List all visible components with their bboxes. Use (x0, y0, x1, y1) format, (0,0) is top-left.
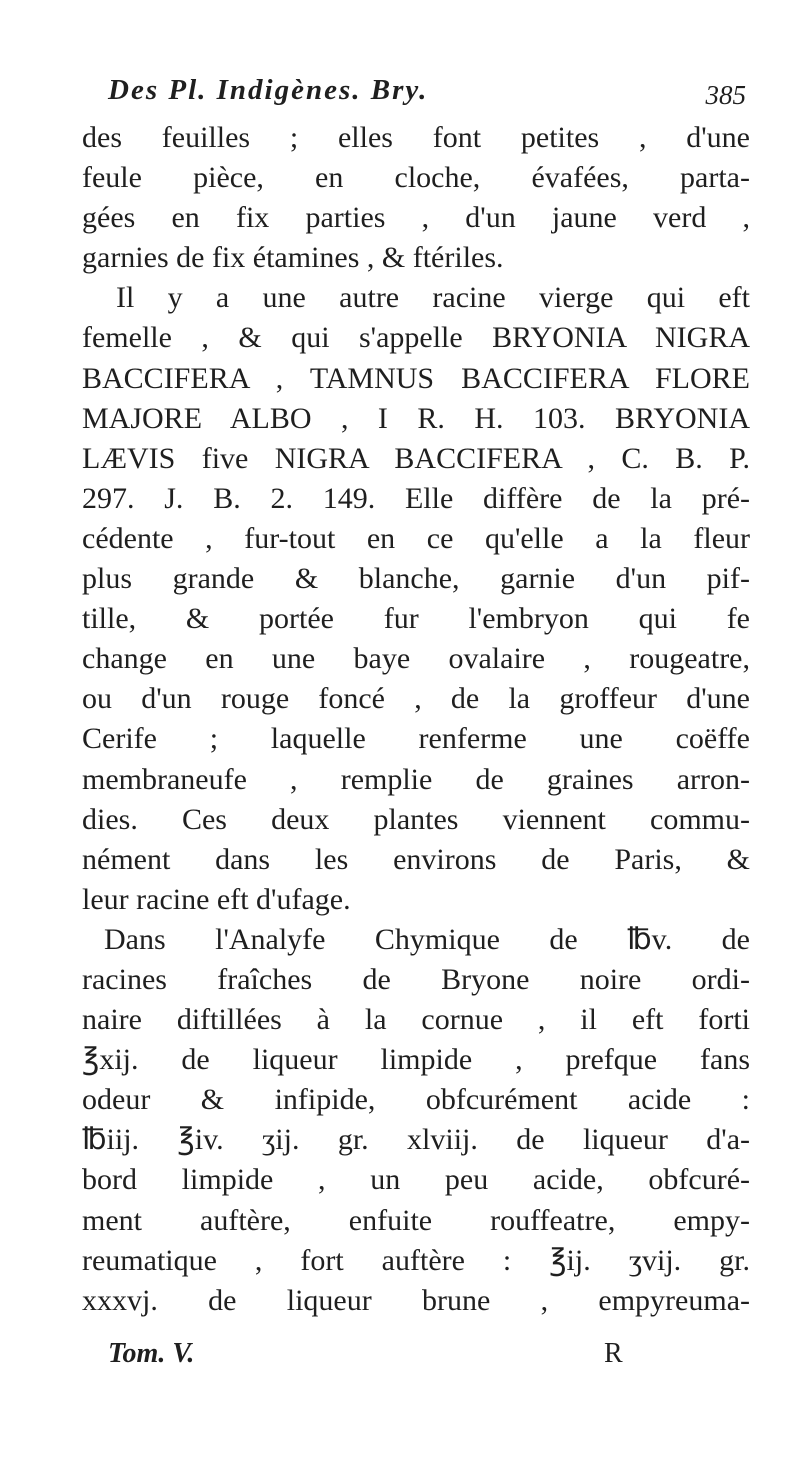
text-line: ℥xij. de liqueur limpide , prefque fans (82, 1043, 750, 1077)
text-line: BACCIFERA , TAMNUS BACCIFERA FLORE (82, 361, 750, 395)
text-line: change en une baye ovalaire , rougeatre, (82, 642, 750, 676)
text-line: reumatique , fort auftère : ℥ij. ʒvij. gr. (82, 1243, 750, 1277)
text-line: cédente , fur-tout en ce qu'elle a la fleur (82, 521, 750, 555)
text-line: Dans l'Analyfe Chymique de ℔v. de (104, 922, 750, 956)
text-line: feule pièce, en cloche, évafées, parta- (82, 161, 750, 195)
volume-label: Tom. V. (108, 1338, 195, 1369)
text-line: ou d'un rouge foncé , de la groffeur d'une (82, 682, 750, 716)
text-line: racines fraîches de Bryone noire ordi- (82, 962, 750, 996)
page-header (108, 74, 746, 114)
text-line: femelle , & qui s'appelle BRYONIA NIGRA (82, 321, 750, 355)
text-line: MAJORE ALBO , I R. H. 103. BRYONIA (82, 401, 750, 435)
text-line: leur racine eft d'ufage. (82, 882, 351, 916)
text-line: dies. Ces deux plantes viennent commu- (82, 802, 750, 836)
signature-mark: R (604, 1338, 623, 1369)
text-line: ment auftère, enfuite rouffeatre, empy- (82, 1203, 750, 1237)
text-line: des feuilles ; elles font petites , d'une (82, 121, 750, 154)
text-line: plus grande & blanche, garnie d'un pif- (82, 562, 750, 596)
text-line: tille, & portée fur l'embryon qui fe (82, 602, 750, 636)
text-line: gées en fix parties , d'un jaune verd , (82, 201, 750, 235)
text-line: bord limpide , un peu acide, obfcuré- (82, 1163, 750, 1197)
text-line: membraneufe , remplie de graines arron- (82, 762, 750, 796)
running-title: Des Pl. Indigènes. Bry. (108, 74, 429, 106)
text-line: Cerife ; laquelle renferme une coëffe (82, 722, 750, 756)
text-line: garnies de fix étamines , & ftériles. (82, 241, 504, 275)
text-line: xxxvj. de liqueur brune , empyreuma- (82, 1283, 750, 1317)
text-line: ℔iij. ℥iv. ʒij. gr. xlviij. de liqueur d'a- (82, 1123, 750, 1157)
body-text (82, 118, 750, 1321)
text-line: LÆVIS five NIGRA BACCIFERA , C. B. P. (82, 441, 750, 475)
text-line: 297. J. B. 2. 149. Elle diffère de la pré- (82, 481, 750, 515)
text-line: naire diftillées à la cornue , il eft forti (82, 1003, 750, 1037)
text-line: odeur & infipide, obfcurément acide : (82, 1083, 750, 1117)
text-line: nément dans les environs de Paris, & (82, 842, 750, 876)
page-footer (82, 1338, 722, 1378)
text-line: Il y a une autre racine vierge qui eft (116, 281, 750, 315)
page-number: 385 (705, 80, 746, 110)
